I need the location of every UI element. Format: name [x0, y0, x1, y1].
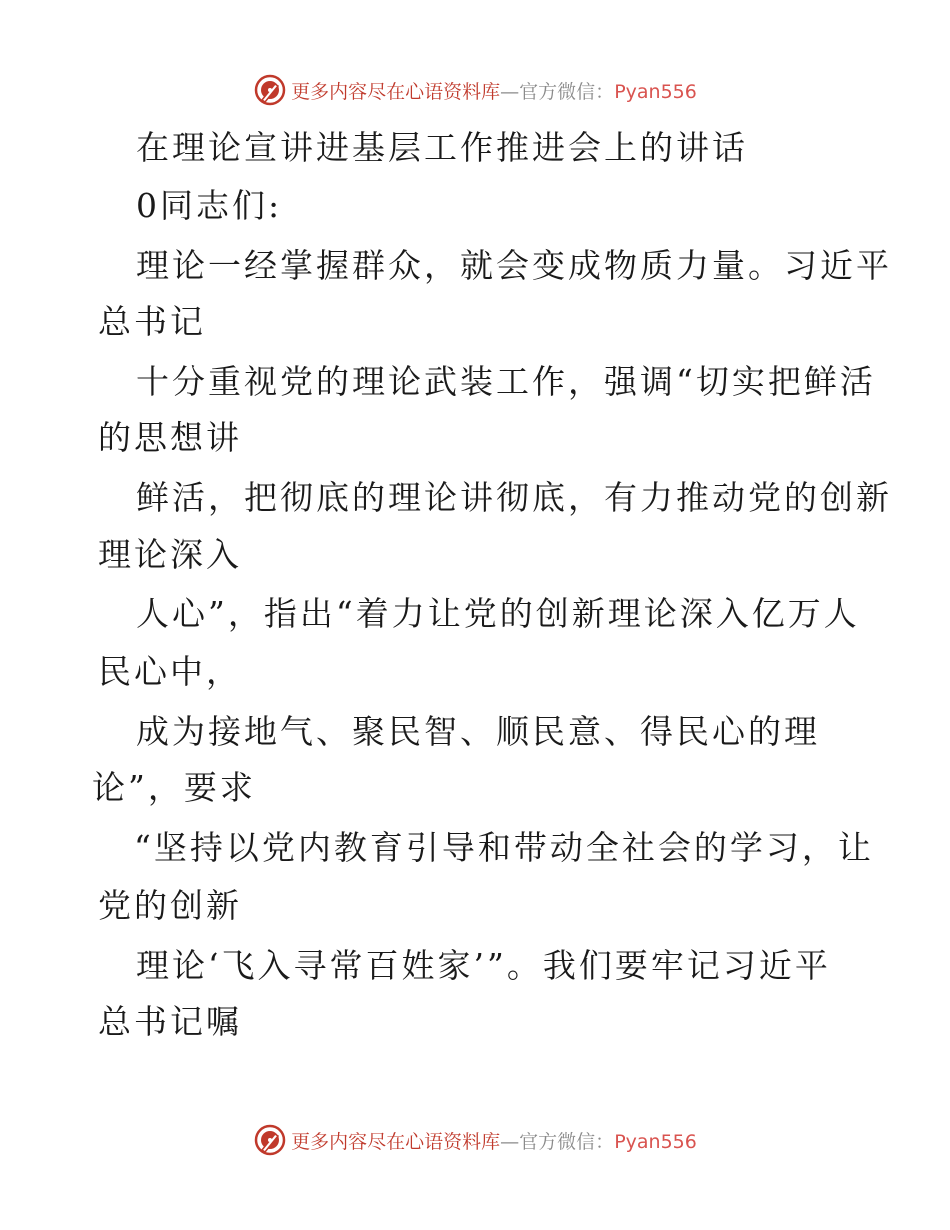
footer-banner-label: 官方微信：	[519, 1130, 615, 1153]
paragraph-line: 人心”，指出“着力让党的创新理论深入亿万人	[136, 594, 860, 633]
footer-banner-inner	[253, 1123, 697, 1157]
header-banner-text	[291, 77, 697, 104]
paragraph-line: 鲜活，把彻底的理论讲彻底，有力推动党的创新	[136, 478, 892, 517]
footer-banner	[0, 1122, 950, 1158]
header-banner-main: 更多内容尽在心语资料库	[291, 80, 501, 103]
footer-banner-wechat-id: Pyan556	[614, 1130, 697, 1153]
footer-banner-main: 更多内容尽在心语资料库	[291, 1130, 501, 1153]
paragraph-line: 党的创新	[98, 886, 242, 925]
header-banner-separator: —	[500, 80, 520, 103]
paragraph-line: 理论一经掌握群众，就会变成物质力量。习近平	[136, 246, 892, 285]
paragraph-line: 总书记嘱	[98, 1002, 242, 1041]
paragraph-line: 总书记	[98, 302, 206, 341]
document-title: 在理论宣讲进基层工作推进会上的讲话	[136, 128, 748, 167]
paragraph-line: 成为接地气、聚民智、顺民意、得民心的理	[136, 712, 820, 751]
footer-banner-separator: —	[500, 1130, 520, 1153]
header-banner-wechat-id: Pyan556	[614, 80, 697, 103]
paragraph-line: 论”，要求	[92, 768, 256, 807]
header-banner	[0, 72, 950, 108]
paragraph-line: 的思想讲	[98, 418, 242, 457]
fountain-pen-logo-icon	[253, 73, 287, 107]
paragraph-line: “坚持以党内教育引导和带动全社会的学习，让	[134, 828, 874, 867]
salutation-line: 0同志们:	[136, 186, 283, 225]
paragraph-line: 理论‘飞入寻常百姓家’”。我们要牢记习近平	[136, 946, 831, 985]
paragraph-line: 十分重视党的理论武装工作，强调“切实把鲜活	[136, 362, 876, 401]
fountain-pen-logo-icon	[253, 1123, 287, 1157]
footer-banner-text	[291, 1127, 697, 1154]
header-banner-inner	[253, 73, 697, 107]
paragraph-line: 民心中，	[98, 652, 242, 691]
paragraph-line: 理论深入	[98, 535, 242, 574]
header-banner-label: 官方微信：	[519, 80, 615, 103]
